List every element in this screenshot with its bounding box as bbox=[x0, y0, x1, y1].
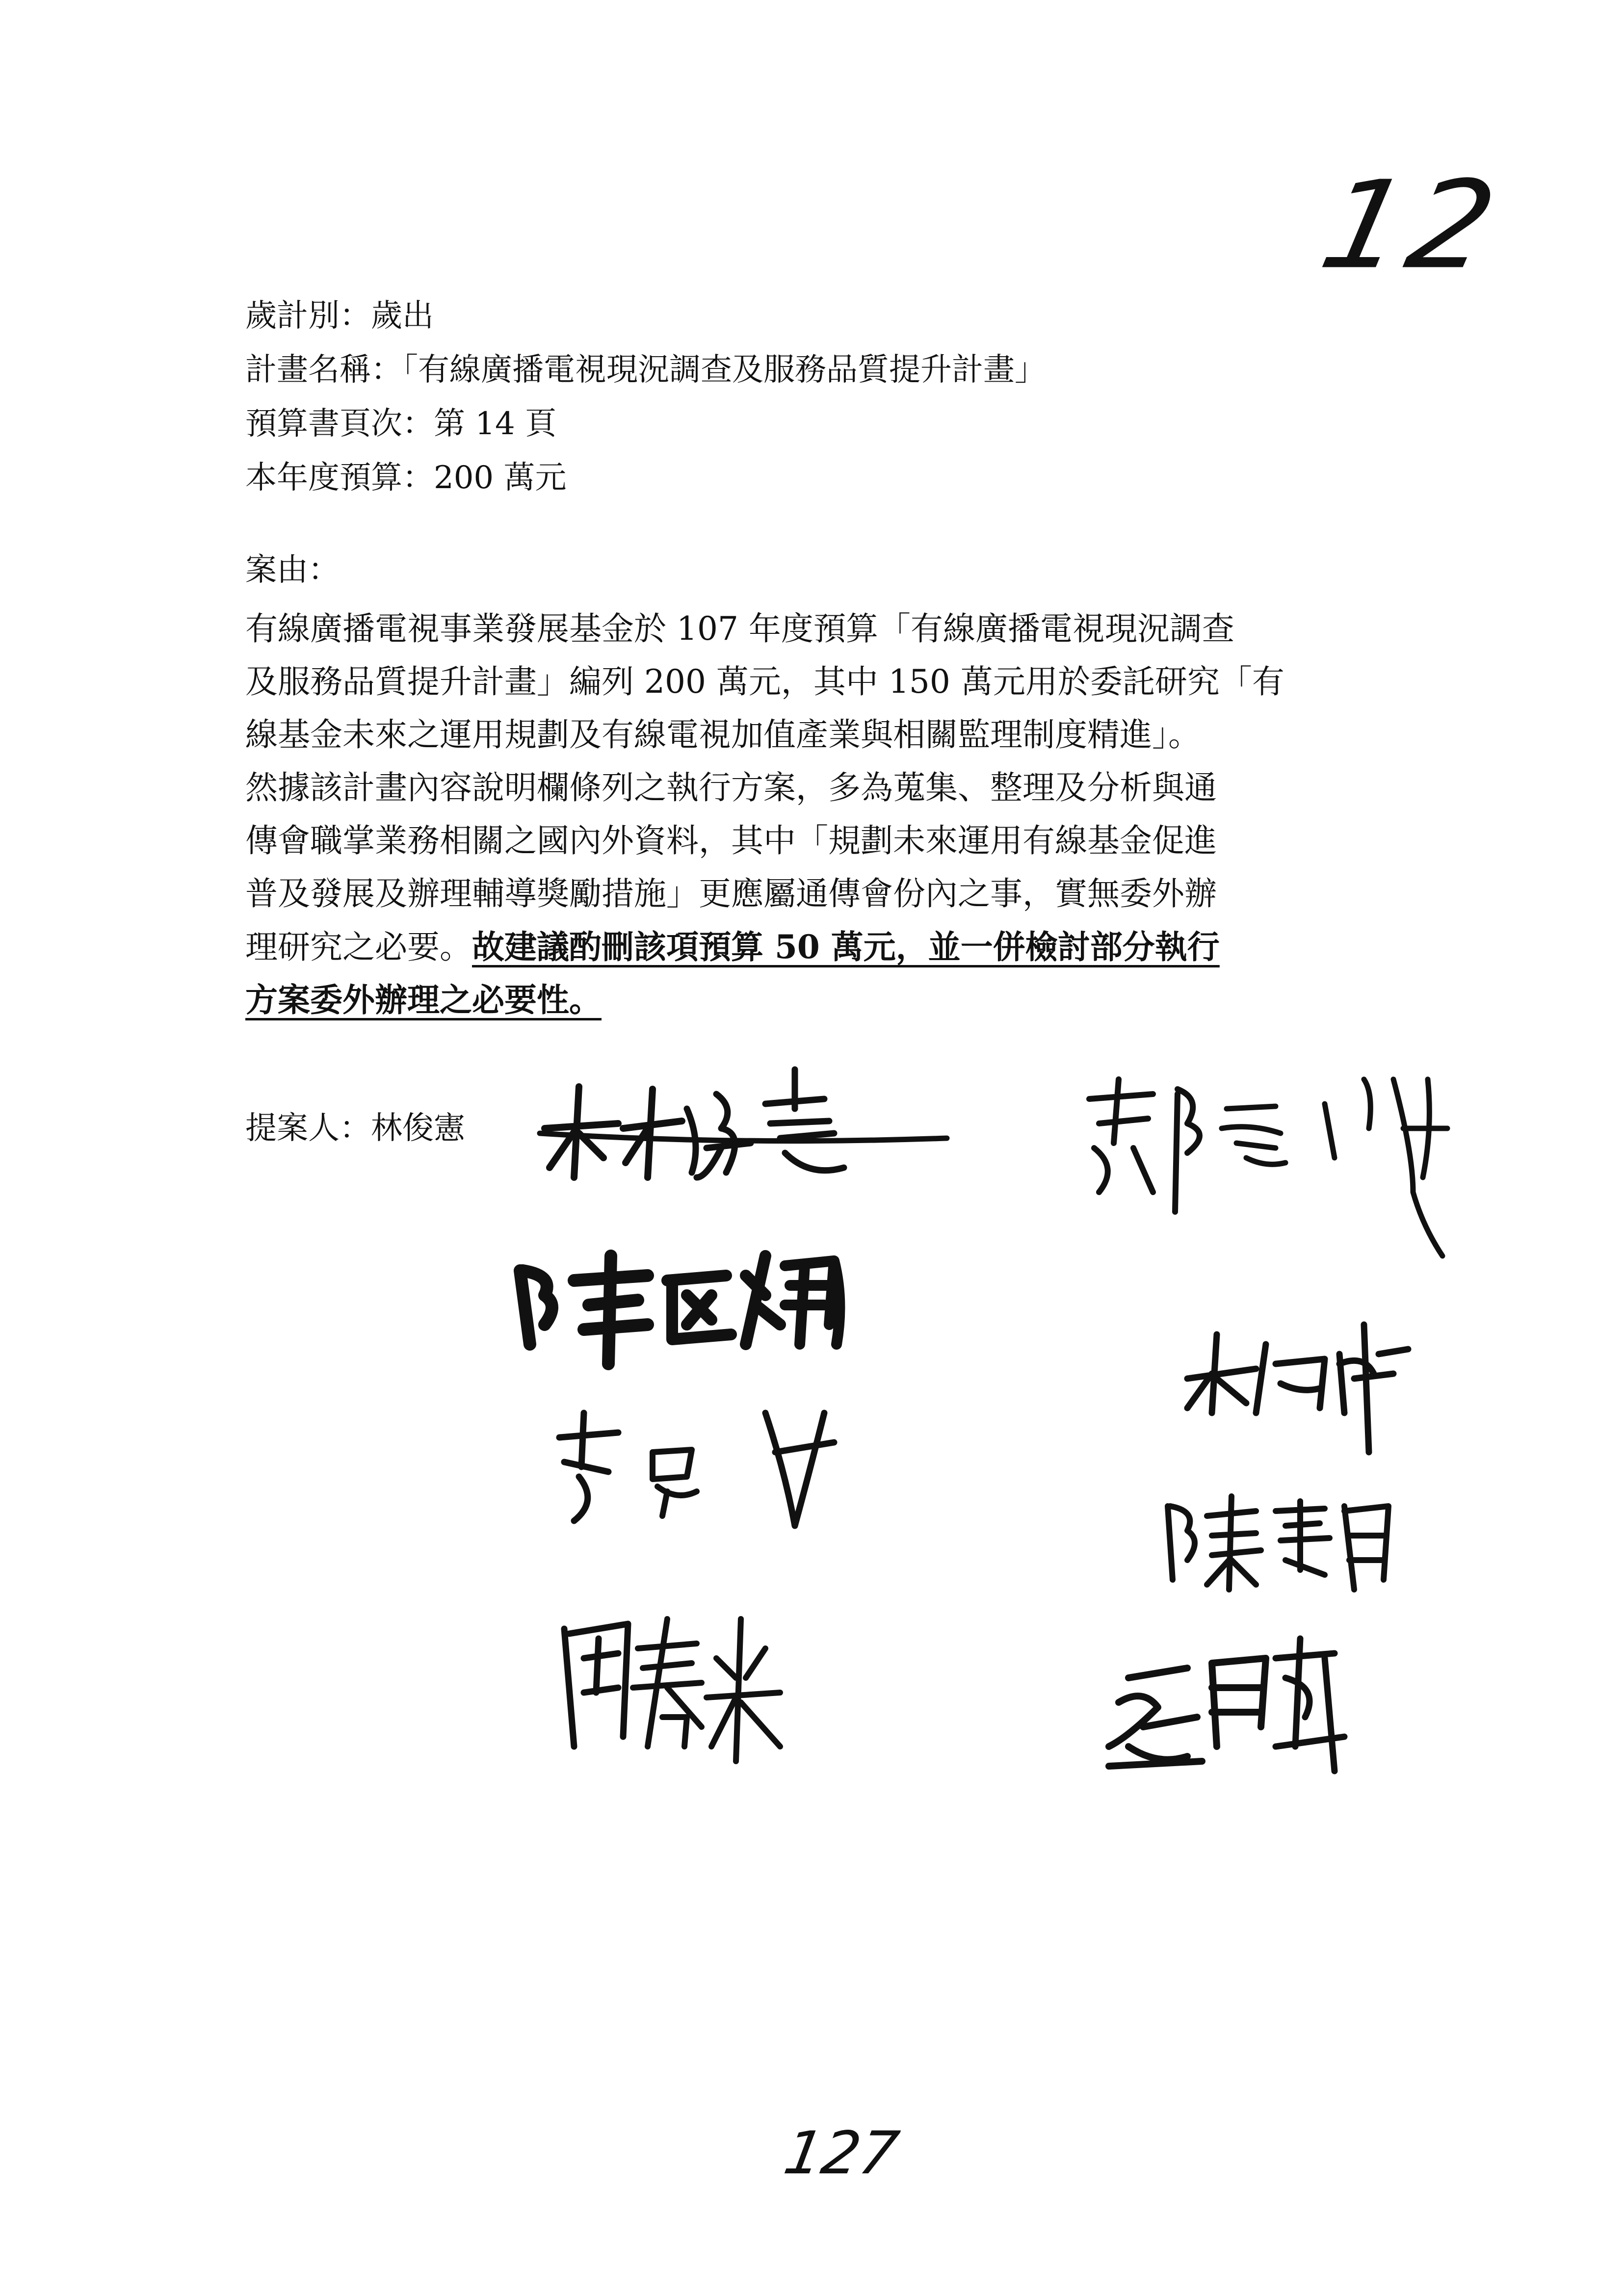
signature-chen-ou-po bbox=[520, 1256, 839, 1364]
reason-line-1: 有線廣播電視事業發展基金於 107 年度預算「有線廣播電視現況調查 bbox=[245, 610, 1234, 648]
recommendation-text-part-1: 故建議酌刪該項預算 50 萬元，並一併檢討部分執行 bbox=[472, 928, 1220, 966]
reason-line-7-plain: 理研究之必要。 bbox=[245, 928, 472, 966]
budget-page-line: 預算書頁次：第 14 頁 bbox=[245, 406, 557, 442]
reason-line-5: 傳會職掌業務相關之國內外資料，其中「規劃未來運用有線基金促進 bbox=[245, 822, 1217, 860]
reason-line-3: 線基金未來之運用規劃及有線電視加值產業與相關監理制度精進」。 bbox=[245, 716, 1201, 754]
signature-lin-chun-hsien bbox=[540, 1070, 947, 1177]
reason-heading: 案由： bbox=[245, 552, 340, 588]
reason-line-4: 然據該計畫內容說明欄條列之執行方案，多為蒐集、整理及分析與通 bbox=[245, 769, 1217, 807]
handwritten-page-number-bottom: 127 bbox=[779, 2119, 904, 2188]
signature-yang-yao bbox=[1187, 1325, 1408, 1452]
signature-chou-chun-mi bbox=[564, 1619, 780, 1761]
reason-body bbox=[245, 602, 1374, 1026]
signature-chen-su-yueh bbox=[1168, 1496, 1388, 1590]
handwritten-page-number-top: 12 bbox=[1310, 155, 1512, 296]
signature-su-chiao-hui bbox=[1109, 1639, 1344, 1771]
proposer-label: 提案人：林俊憲 bbox=[245, 1110, 465, 1147]
recommendation-text-part-2: 方案委外辦理之必要性。 bbox=[245, 981, 602, 1019]
reason-line-8 bbox=[245, 973, 1374, 1026]
reason-line-6: 普及發展及辦理輔導獎勵措施」更應屬通傳會份內之事，實無委外辦 bbox=[245, 875, 1217, 913]
signature-cheng-pao-ching bbox=[1089, 1079, 1447, 1256]
budget-category-line: 歲計別：歲出 bbox=[245, 298, 434, 334]
annual-budget-line: 本年度預算：200 萬元 bbox=[245, 460, 567, 496]
signature-li-kun-tse bbox=[559, 1413, 834, 1526]
plan-name-line: 計畫名稱：「有線廣播電視現況調查及服務品質提升計畫」 bbox=[245, 352, 1046, 388]
reason-line-7 bbox=[245, 920, 1374, 973]
reason-line-2: 及服務品質提升計畫」編列 200 萬元，其中 150 萬元用於委託研究「有 bbox=[245, 663, 1284, 701]
